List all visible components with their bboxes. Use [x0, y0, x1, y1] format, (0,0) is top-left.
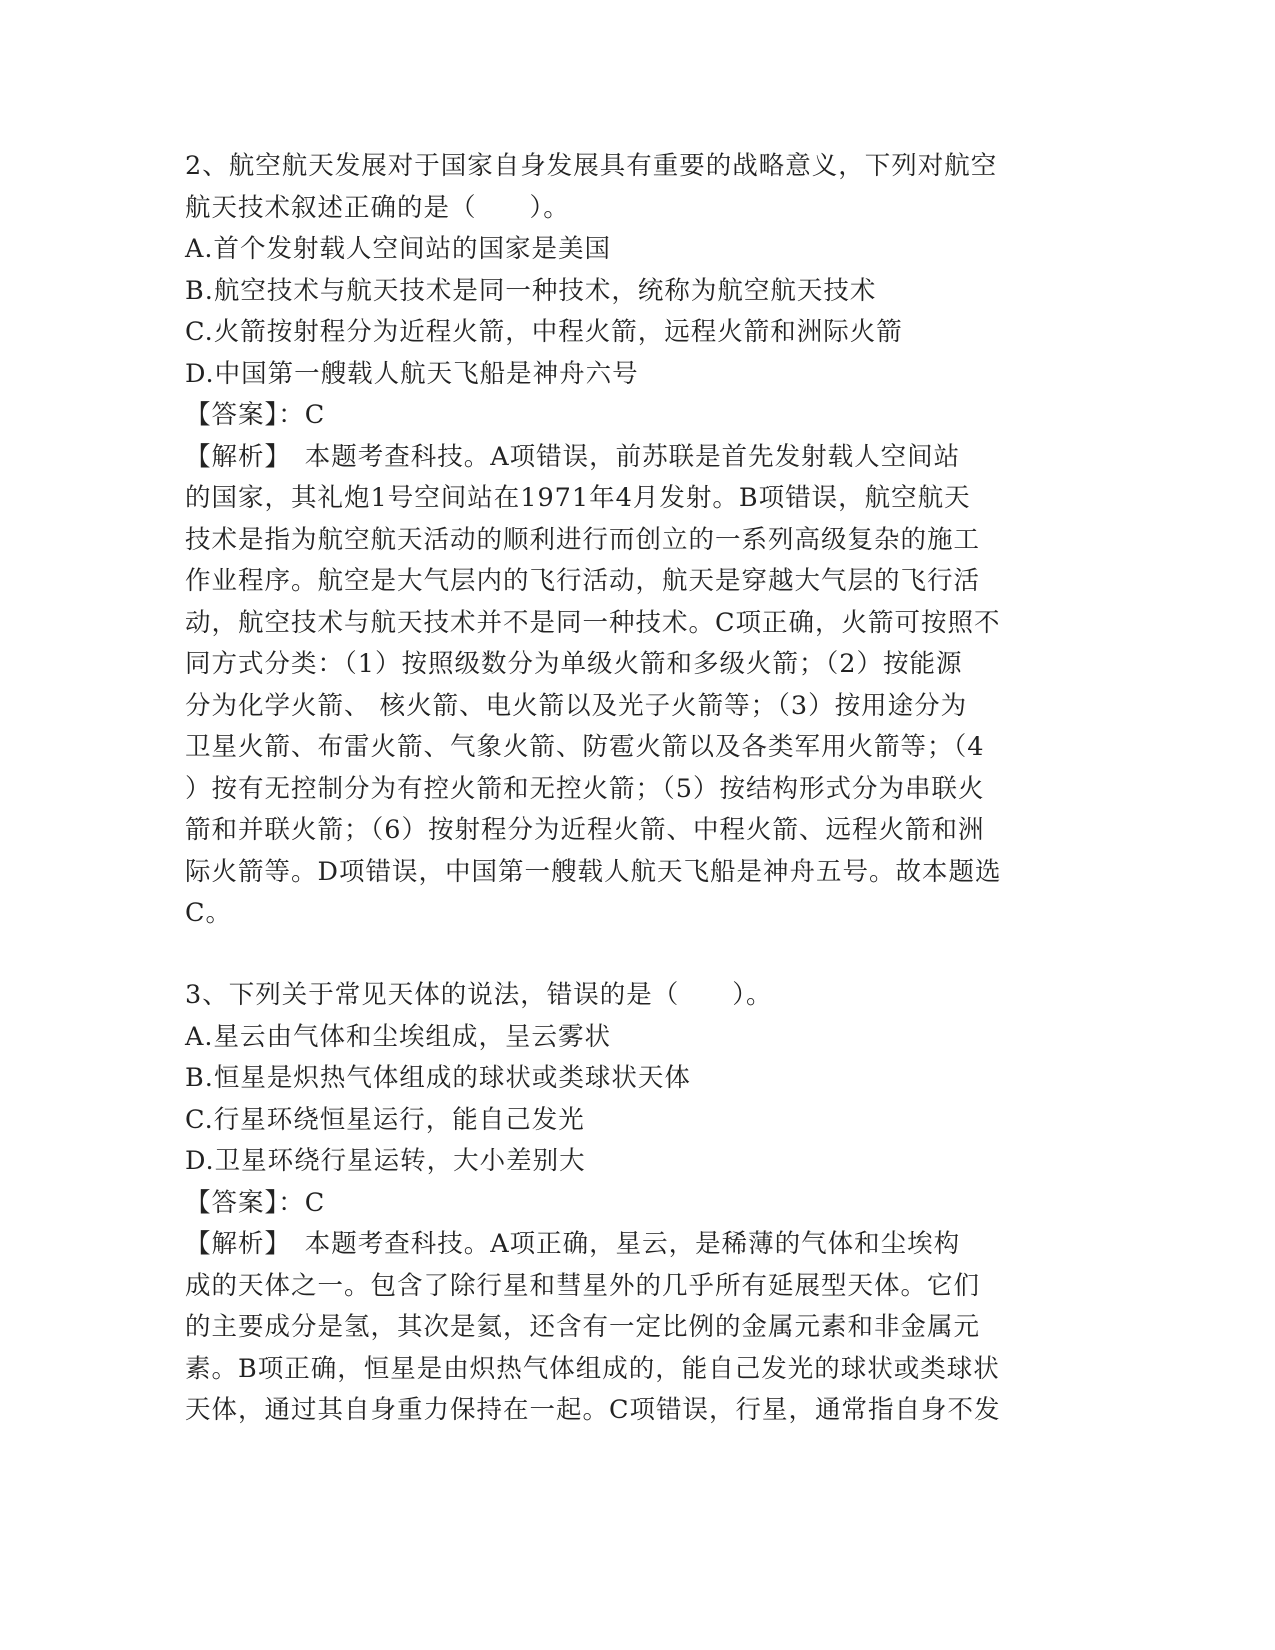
option-d: D.中国第一艘载人航天飞船是神舟六号 — [185, 358, 639, 389]
analysis-line: C。 — [185, 898, 233, 928]
option-c: C.行星环绕恒星运行，能自己发光 — [185, 1104, 585, 1135]
analysis-line: 的主要成分是氢，其次是氦，还含有一定比例的金属元素和非金属元 — [185, 1312, 981, 1342]
analysis-line: 作业程序。航空是大气层内的飞行活动，航天是穿越大气层的飞行活 — [185, 566, 981, 596]
analysis-line: 的国家，其礼炮1号空间站在1971年4月发射。B项错误，航空航天 — [185, 483, 971, 513]
analysis-line: 分为化学火箭、 核火箭、电火箭以及光子火箭等；（3）按用途分为 — [185, 690, 968, 721]
analysis-line: 动，航空技术与航天技术并不是同一种技术。C项正确，火箭可按照不 — [185, 607, 1001, 638]
analysis-line: 箭和并联火箭；（6）按射程分为近程火箭、中程火箭、远程火箭和洲 — [185, 815, 985, 845]
analysis-line: 天体，通过其自身重力保持在一起。C项错误，行星，通常指自身不发 — [185, 1395, 1001, 1425]
analysis-line: 【解析】 本题考查科技。A项正确，星云，是稀薄的气体和尘埃构 — [185, 1229, 961, 1259]
option-c: C.火箭按射程分为近程火箭，中程火箭，远程火箭和洲际火箭 — [185, 317, 903, 347]
analysis-line: 【解析】 本题考查科技。A项错误，前苏联是首先发射载人空间站 — [185, 441, 961, 472]
analysis-line: ）按有无控制分为有控火箭和无控火箭；（5）按结构形式分为串联火 — [185, 773, 985, 804]
option-b: B.航空技术与航天技术是同一种技术，统称为航空航天技术 — [185, 275, 877, 306]
analysis-line: 卫星火箭、布雷火箭、气象火箭、防雹火箭以及各类军用火箭等；（4 — [185, 732, 985, 762]
question-2 — [185, 146, 1090, 935]
question-stem-line: 航天技术叙述正确的是（ ）。 — [185, 192, 570, 223]
question-stem-line: 3、下列关于常见天体的说法，错误的是（ ）。 — [185, 980, 773, 1010]
analysis-line: 成的天体之一。包含了除行星和彗星外的几乎所有延展型天体。它们 — [185, 1270, 981, 1301]
option-d: D.卫星环绕行星运转，大小差别大 — [185, 1146, 586, 1176]
analysis-line: 同方式分类：（1）按照级数分为单级火箭和多级火箭；（2）按能源 — [185, 649, 963, 679]
option-a: A.首个发射载人空间站的国家是美国 — [185, 234, 612, 264]
option-b: B.恒星是炽热气体组成的球状或类球状天体 — [185, 1063, 691, 1093]
analysis-line: 技术是指为航空航天活动的顺利进行而创立的一系列高级复杂的施工 — [185, 524, 981, 555]
answer-line: 【答案】：C — [185, 1187, 326, 1218]
option-a: A.星云由气体和尘埃组成，呈云雾状 — [185, 1021, 612, 1052]
question-stem-line: 2、航空航天发展对于国家自身发展具有重要的战略意义，下列对航空 — [185, 151, 998, 181]
answer-line: 【答案】：C — [185, 400, 326, 430]
question-3 — [185, 975, 1090, 1432]
analysis-line: 素。B项正确，恒星是由炽热气体组成的，能自己发光的球状或类球状 — [185, 1353, 1000, 1384]
analysis-line: 际火箭等。D项错误，中国第一艘载人航天飞船是神舟五号。故本题选 — [185, 856, 1002, 887]
